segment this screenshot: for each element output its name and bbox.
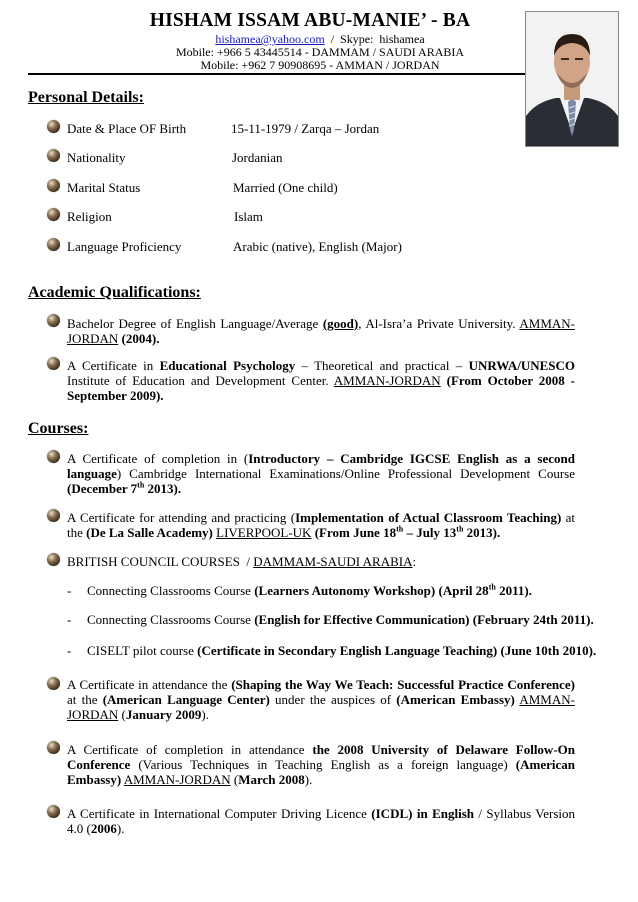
bullet-icon [47,238,60,251]
bullet-icon [47,677,60,690]
bullet-icon [47,553,60,566]
course-item-cambridge: A Certificate of completion in (Introductory – Cambridge IGCSE English as a second language) Cambridge International Examinations/Online Professional Development Course (December 7th 2013). [67,451,575,497]
marital-value: Married (One child) [233,180,338,195]
course-item-delaware: A Certificate of completion in attendance the 2008 University of Delaware Follow-On Conference (Various Techniques in Teaching English as a foreign language) (American Embassy) AMMAN-JORDAN (March 2008). [67,742,575,788]
course-item-shaping: A Certificate in attendance the (Shaping the Way We Teach: Successful Practice Conference) at the (American Language Center) under the auspices of (American Embassy) AMMAN-JORDAN (January 2009). [67,677,575,723]
bullet-icon [47,805,60,818]
course-item-british-council: BRITISH COUNCIL COURSES / DAMMAM-SAUDI ARABIA: [67,554,417,569]
language-value: Arabic (native), English (Major) [233,239,402,254]
nationality-label: Nationality [67,150,126,165]
mobile-line-1: Mobile: +966 5 43445514 - DAMMAM / SAUDI ARABIA [175,45,465,59]
course-item-icdl: A Certificate in International Computer Driving Licence (ICDL) in English / Syllabus Version 4.0 (2006). [67,806,576,837]
academic-item-certificate: A Certificate in Educational Psychology – Theoretical and practical – UNRWA/UNESCO Institute of Education and Development Center. AMMAN-JORDAN (From October 2008 - September 2009). [67,358,576,404]
academic-heading: Academic Qualifications: [28,284,201,301]
mobile-line-2: Mobile: +962 7 90908695 - AMMAN / JORDAN [200,58,440,72]
profile-photo [525,11,619,147]
skype-text: / Skype: hishamea [324,32,425,46]
religion-label: Religion [67,209,112,224]
bullet-icon [47,120,60,133]
birth-label: Date & Place OF Birth [67,121,187,136]
marital-label: Marital Status [67,180,141,195]
sub-course-ciselt: CISELT pilot course (Certificate in Secondary English Language Teaching) (June 10th 2010). [87,643,597,658]
bullet-icon [47,509,60,522]
bullet-icon [47,741,60,754]
course-item-delasalle: A Certificate for attending and practicing (Implementation of Actual Classroom Teaching) at the (De La Salle Academy) LIVERPOOL-UK (From June 18th – July 13th 2013). [67,510,575,541]
bullet-icon [47,314,60,327]
dash-marker: - [67,643,72,658]
resume-name: HISHAM ISSAM ABU-MANIE’ - BA [149,10,471,31]
academic-item-bachelor: Bachelor Degree of English Language/Average (good), Al-Isra’a Private University. AMMAN-JORDAN (2004). [67,316,575,347]
bullet-icon [47,149,60,162]
nationality-value: Jordanian [232,150,283,165]
email-link[interactable]: hishamea@yahoo.com [215,32,325,46]
profile-photo-image [526,12,618,146]
religion-value: Islam [234,209,263,224]
courses-heading: Courses: [28,420,89,437]
birth-value: 15-11-1979 / Zarqa – Jordan [231,121,380,136]
dash-marker: - [67,583,72,598]
sub-course-effective-communication: Connecting Classrooms Course (English for Effective Communication) (February 24th 2011). [87,612,594,627]
personal-details-heading: Personal Details: [28,89,144,106]
bullet-icon [47,357,60,370]
sub-course-learners-autonomy: Connecting Classrooms Course (Learners Autonomy Workshop) (April 28th 2011). [87,582,532,598]
language-label: Language Proficiency [67,239,182,254]
bullet-icon [47,208,60,221]
bullet-icon [47,179,60,192]
bullet-icon [47,450,60,463]
dash-marker: - [67,612,72,627]
header-rule [28,73,525,75]
